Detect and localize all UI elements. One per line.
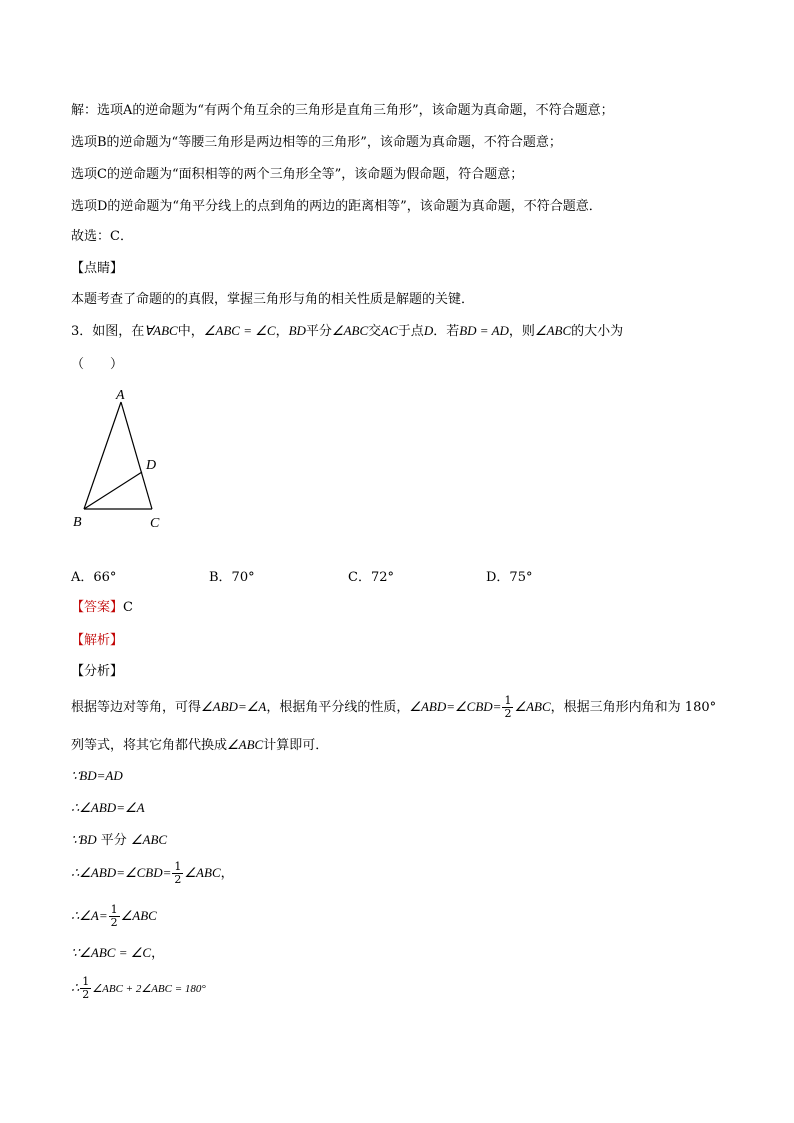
fraction-numerator: 1	[110, 903, 118, 916]
fraction-half	[502, 695, 513, 720]
q3-condition-1: ∠ABC = ∠C	[203, 323, 276, 338]
step-text: 平分	[96, 833, 131, 848]
fraction-denominator: 2	[174, 873, 182, 886]
solution-line-b: 选项B的逆命题为“等腰三角形是两边相等的三角形”，该命题为真命题，不符合题意；	[71, 135, 562, 150]
step-7	[71, 974, 206, 1003]
fraction-numerator: 1	[504, 694, 512, 707]
analysis-text: ，根据角平分线的性质，	[266, 700, 410, 715]
analysis-tag: 【解析】	[71, 633, 124, 648]
analysis-math: ∠ABD=∠CBD=	[409, 699, 502, 714]
segment-bd	[84, 472, 142, 509]
fraction-denominator: 2	[504, 707, 512, 720]
answer-value: C	[123, 600, 133, 615]
step-math: ∠ABC + 2∠ABC = 180°	[92, 983, 206, 995]
analysis-math: ∠ABC	[514, 699, 551, 714]
step-1: ∵BD=AD	[71, 768, 123, 783]
analysis-line-1	[71, 693, 716, 722]
fraction-denominator: 2	[110, 916, 118, 929]
analysis-math: ∠ABC	[227, 737, 264, 752]
side-ab	[84, 402, 121, 509]
step-3	[71, 831, 167, 850]
fraction-denominator: 2	[82, 988, 90, 1001]
step-6	[71, 944, 164, 963]
q3-angle-2: ∠ABC	[534, 323, 572, 338]
q3-text: ．若	[433, 324, 460, 339]
q3-triangle: ∀ABC	[144, 323, 178, 338]
analysis-text: ，根据三角形内角和为 180°	[550, 700, 717, 715]
step-4	[71, 859, 234, 888]
option-c: C．72°	[348, 570, 394, 585]
q3-text: ，则	[508, 324, 535, 339]
analysis-line-2	[71, 736, 328, 755]
step-math: ∠ABC	[184, 865, 221, 880]
step-math: ∠ABC	[120, 908, 157, 923]
q3-prefix: 3．如图，在	[71, 324, 145, 339]
review-heading: 【点睛】	[71, 261, 124, 276]
point-label-d: D	[146, 458, 157, 473]
answer-line	[71, 599, 133, 617]
q3-suffix: 的大小为	[571, 324, 624, 339]
fraction-half	[109, 904, 120, 929]
solution-line-c: 选项C的逆命题为“面积相等的两个三角形全等”，该命题为假命题，符合题意；	[71, 167, 524, 182]
q3-text: 于点	[397, 324, 424, 339]
fraction-half	[80, 976, 91, 1001]
step-2: ∴∠ABD=∠A	[71, 800, 145, 815]
option-a: A．66°	[71, 570, 117, 585]
q3-angle: ∠ABC	[331, 323, 369, 338]
answer-tag: 【答案】	[71, 600, 124, 615]
analysis-sub-heading: 【分析】	[71, 664, 124, 679]
solution-conclusion: 故选：C．	[71, 229, 133, 244]
step-text: ，	[220, 866, 234, 881]
triangle-figure	[70, 385, 180, 535]
question-3-stem	[71, 322, 623, 341]
fraction-numerator: 1	[174, 860, 182, 873]
step-math: ∵∠ABC = ∠C	[71, 945, 152, 960]
fraction-half	[172, 861, 183, 886]
step-math: ∴∠A=	[71, 908, 108, 923]
option-b: B．70°	[209, 570, 255, 585]
step-math: ∴	[71, 980, 80, 995]
q3-ac: AC	[381, 323, 398, 338]
step-math: ∠ABC	[130, 832, 168, 847]
option-d: D．75°	[486, 570, 533, 585]
q3-text: ，	[275, 324, 289, 339]
vertex-label-a: A	[116, 388, 125, 403]
analysis-text: 根据等边对等角，可得	[71, 700, 202, 715]
side-ac	[121, 402, 152, 509]
q3-text: 中，	[177, 324, 204, 339]
step-text: ，	[151, 946, 165, 961]
q3-condition-2: BD = AD	[459, 323, 509, 338]
analysis-text: 列等式，将其它角都代换成	[71, 738, 228, 753]
step-math: ∴∠ABD=∠CBD=	[71, 865, 172, 880]
step-5	[71, 902, 157, 931]
analysis-math: ∠ABD=∠A	[201, 699, 267, 714]
q3-bd: BD	[288, 323, 306, 338]
fraction-numerator: 1	[82, 975, 90, 988]
q3-text: 平分	[305, 324, 332, 339]
solution-line-d: 选项D的逆命题为“角平分线上的点到角的两边的距离相等”，该命题为真命题，不符合题意．	[71, 199, 602, 214]
q3-text: 交	[368, 324, 382, 339]
vertex-label-b: B	[73, 515, 82, 530]
step-math: ∵BD	[71, 832, 97, 847]
analysis-text: 计算即可．	[263, 738, 329, 753]
question-3-blank: （ ）	[71, 357, 124, 372]
solution-line-a: 解：选项A的逆命题为“有两个角互余的三角形是直角三角形”，该命题为真命题，不符合题意；	[71, 103, 614, 118]
q3-point-d: D	[423, 323, 434, 338]
vertex-label-c: C	[150, 516, 160, 531]
review-text: 本题考查了命题的的真假，掌握三角形与角的相关性质是解题的关键．	[71, 292, 475, 307]
